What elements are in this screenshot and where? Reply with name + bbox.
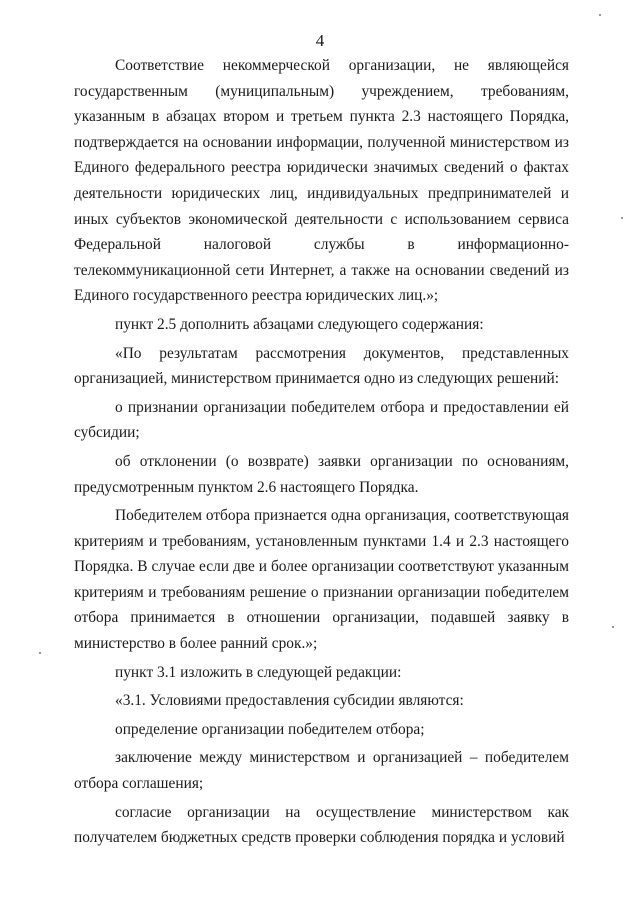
paragraph-amend-3-1: пункт 3.1 изложить в следующей редакции: <box>115 663 402 681</box>
paragraph-decision-winner: о признании организации победителем отбора и предоставлении ей субсидии; <box>74 398 569 442</box>
paragraph-decision-reject: об отклонении (о возврате) заявки организации по основаниям, предусмотренным пунктом 2.6 настоящего Порядка. <box>74 452 569 496</box>
scan-speck <box>621 217 623 219</box>
paragraph-compliance-verification: Соответствие некоммерческой организации, не являющейся государственным (муниципальным) учреждением, требованиям, указанным в абзацах втором и третьем пункта 2.3 настоящего Порядка, подтверждается на основании информации, полученной министерством из Единого федерального реестра юридически значимых сведений о фактах деятельности юридических лиц, индивидуальных предпринимателей и иных субъектов экономической деятельности с использованием сервиса Федеральной налоговой службы в информационно-телекоммуникационной сети Интернет, а также на основании сведений из Единого государственного реестра юридических лиц.»; <box>74 57 569 305</box>
paragraph-condition-consent: согласие организации на осуществление министерством как получателем бюджетных средств проверки соблюдения порядка и условий <box>74 803 569 847</box>
paragraph-conditions-heading: «3.1. Условиями предоставления субсидии являются: <box>115 692 464 710</box>
scan-speck <box>39 652 41 654</box>
document-body <box>74 53 569 851</box>
paragraph-condition-agreement: заключение между министерством и организацией – победителем отбора соглашения; <box>74 749 569 793</box>
page-number: 4 <box>315 31 325 50</box>
scan-speck <box>599 14 601 16</box>
paragraph-review-results: «По результатам рассмотрения документов, представленных организацией, министерством принимается одно из следующих решений: <box>74 344 569 388</box>
paragraph-amend-2-5: пункт 2.5 дополнить абзацами следующего содержания: <box>115 315 484 333</box>
paragraph-winner-criteria: Победителем отбора признается одна организация, соответствующая критериям и требованиям, установленным пунктами 1.4 и 2.3 настоящего Порядка. В случае если две и более организации соответствуют указанным критериям и требованиям решение о признании организации победителем отбора принимается в отношении организации, подавшей заявку в министерство в более ранний срок.»; <box>74 507 569 653</box>
scan-speck <box>612 626 614 628</box>
paragraph-condition-winner: определение организации победителем отбора; <box>115 720 425 738</box>
